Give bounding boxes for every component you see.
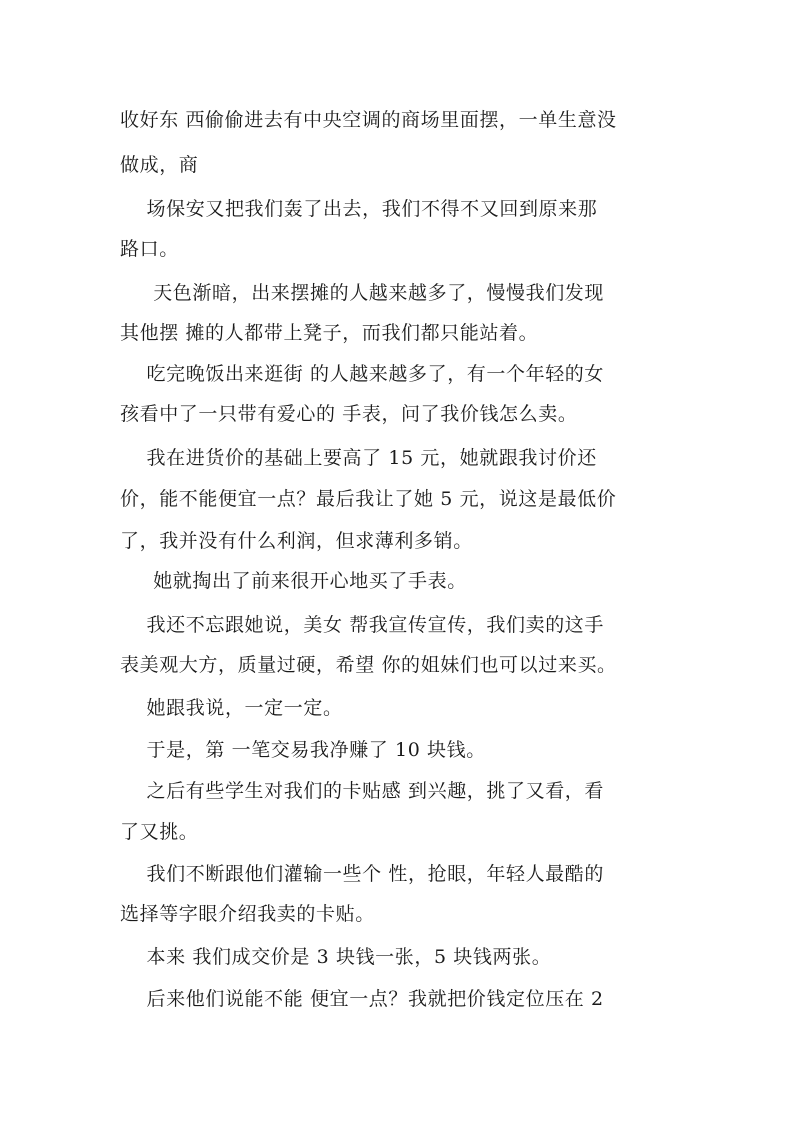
text-line: 孩看中了一只带有爱心的 手表，问了我价钱怎么卖。 — [120, 403, 578, 425]
text-line: 她就掏出了前来很开心地买了手表。 — [120, 570, 467, 592]
text-line: 其他摆 摊的人都带上凳子，而我们都只能站着。 — [120, 322, 539, 344]
text-line: 天色渐暗，出来摆摊的人越来越多了，慢慢我们发现 — [120, 282, 604, 304]
text-line: 了又挑。 — [120, 821, 199, 843]
text-line: 她跟我说，一定一定。 — [120, 697, 343, 719]
text-line: 于是，第 一笔交易我净赚了 10 块钱。 — [120, 739, 486, 761]
text-line: 收好东 西偷偷进去有中央空调的商场里面摆，一单生意没 — [120, 109, 617, 131]
text-line: 我们不断跟他们灌输一些个 性，抢眼，年轻人最酷的 — [120, 863, 604, 885]
text-line: 我还不忘跟她说，美女 帮我宣传宣传，我们卖的这手 — [120, 614, 604, 636]
text-line: 吃完晚饭出来逛街 的人越来越多了，有一个年轻的女 — [120, 363, 604, 385]
text-line: 表美观大方，质量过硬，希望 你的姐妹们也可以过来买。 — [120, 654, 617, 676]
text-line: 路口。 — [120, 238, 179, 260]
text-line: 场保安又把我们轰了出去，我们不得不又回到原来那 — [120, 198, 598, 220]
text-line: 之后有些学生对我们的卡贴感 到兴趣，挑了又看，看 — [120, 780, 604, 802]
text-line: 价，能不能便宜一点？最后我让了她 5 元，说这是最低价 — [120, 488, 617, 510]
text-line: 了，我并没有什么利润，但求薄利多销。 — [120, 530, 473, 552]
text-line: 做成，商 — [120, 154, 199, 176]
text-line: 选择等字眼介绍我卖的卡贴。 — [120, 903, 375, 925]
text-line: 我在进货价的基础上要高了 15 元，她就跟我讨价还 — [120, 447, 597, 469]
text-line: 本来 我们成交价是 3 块钱一张，5 块钱两张。 — [120, 946, 552, 968]
text-line: 后来他们说能不能 便宜一点？我就把价钱定位压在 2 — [120, 988, 604, 1010]
